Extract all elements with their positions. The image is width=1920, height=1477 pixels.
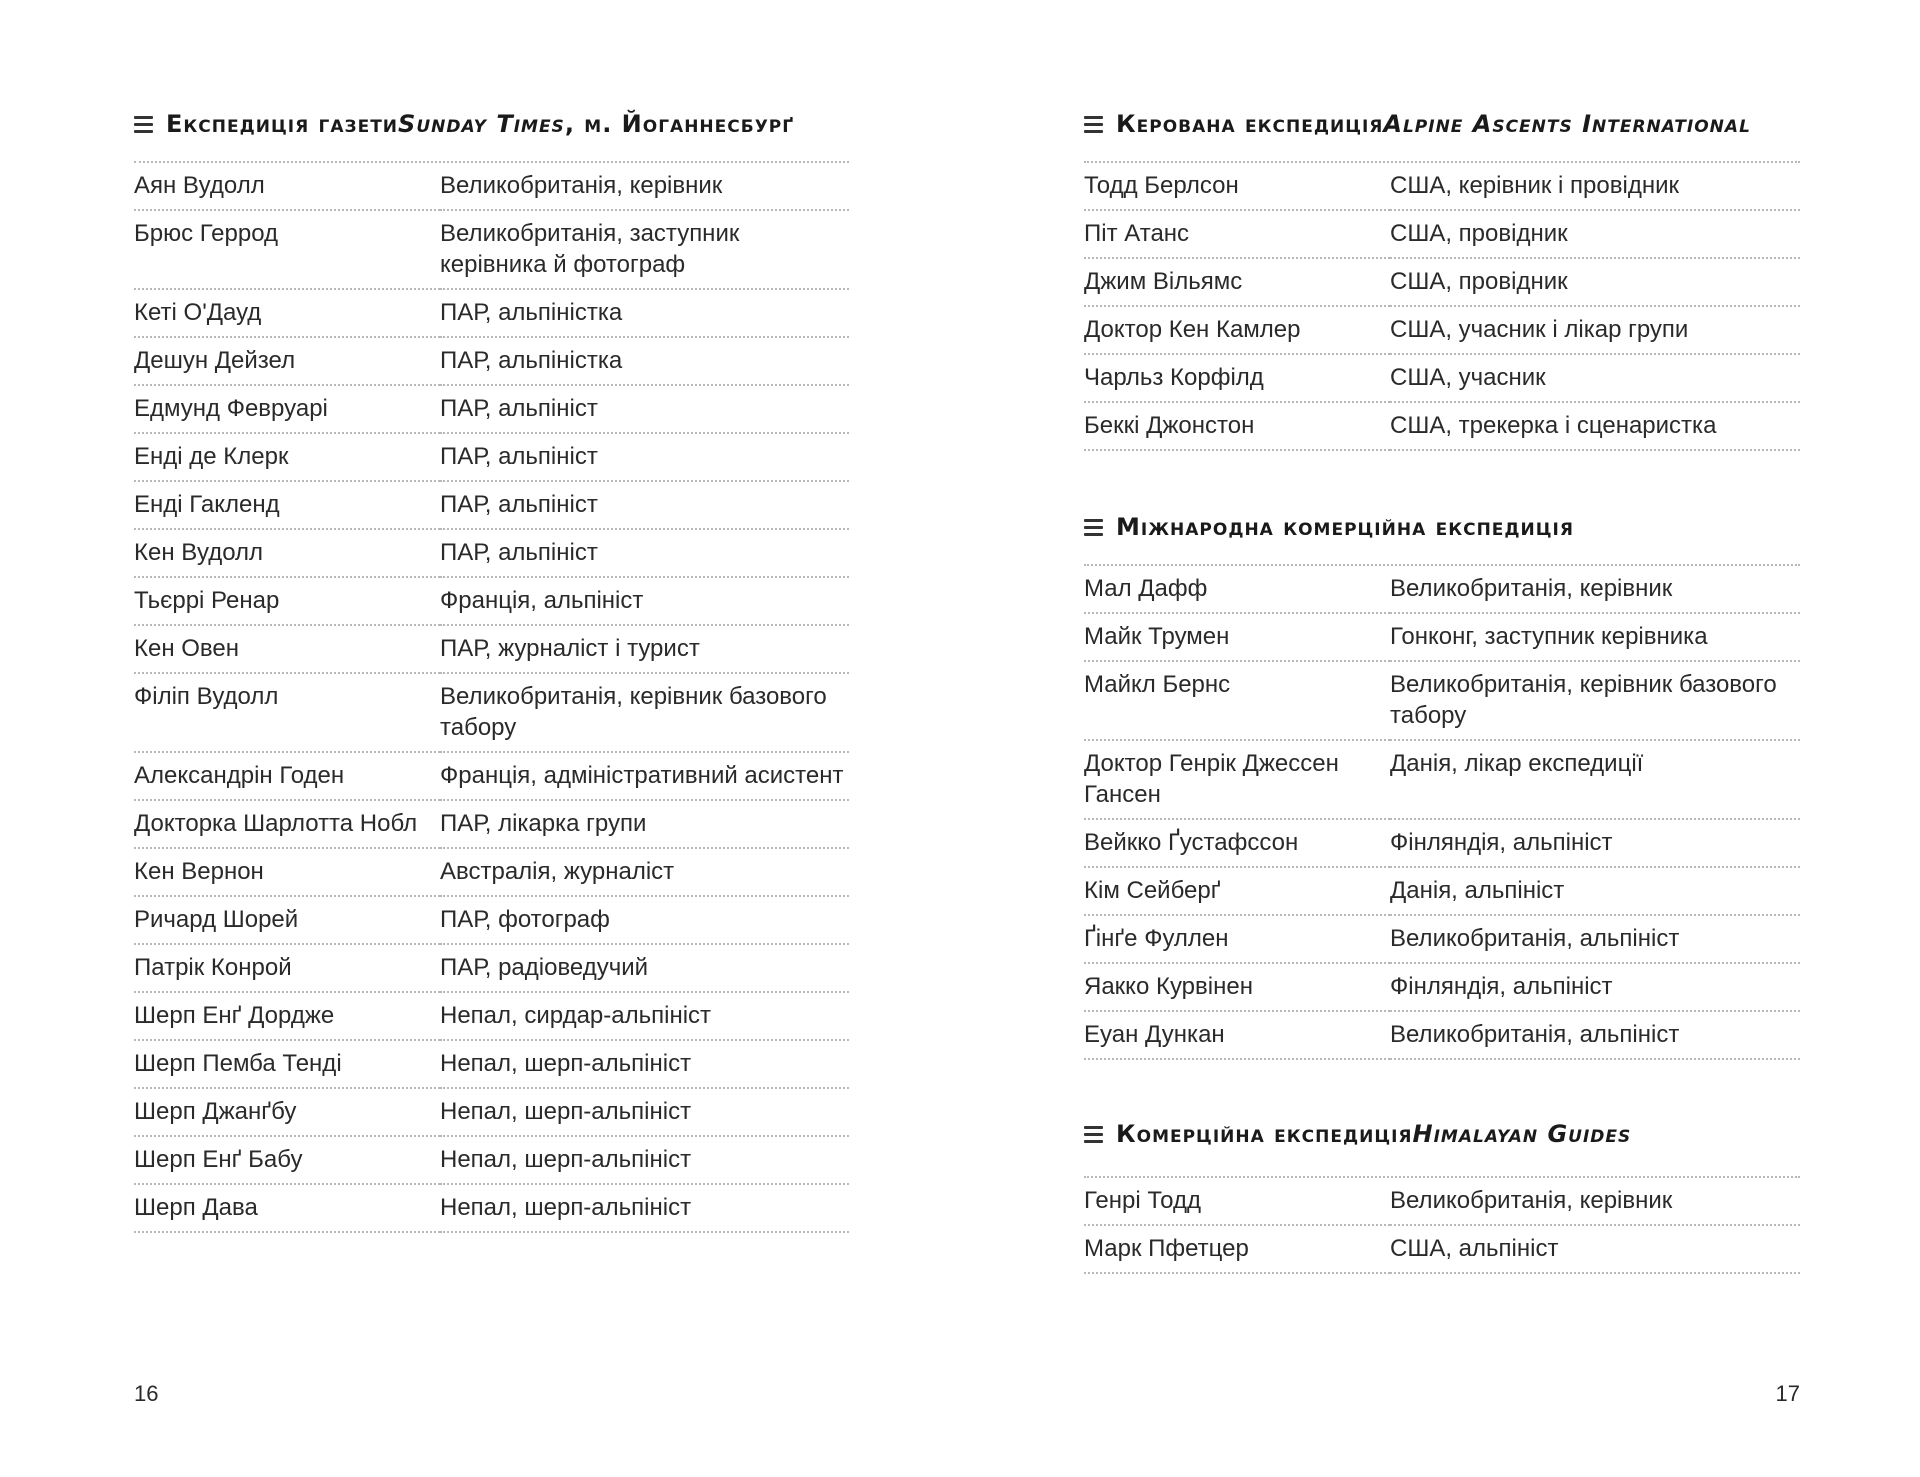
member-name: Александрін Годен bbox=[134, 752, 440, 800]
heading-prefix: Комерційна експедиція bbox=[1116, 1120, 1413, 1148]
member-name: Ґінґе Фуллен bbox=[1084, 915, 1390, 963]
heading-prefix: Експедиція газети bbox=[166, 110, 399, 138]
member-role: Фінляндія, альпініст bbox=[1390, 819, 1800, 867]
member-name: Майк Трумен bbox=[1084, 613, 1390, 661]
member-name: Джим Вільямс bbox=[1084, 258, 1390, 306]
member-row bbox=[134, 529, 849, 577]
member-row bbox=[134, 1136, 849, 1184]
member-name: Доктор Генрік Джессен Гансен bbox=[1084, 740, 1390, 819]
member-role: США, альпініст bbox=[1390, 1225, 1800, 1273]
member-name: Майкл Бернс bbox=[1084, 661, 1390, 740]
member-name: Еуан Дункан bbox=[1084, 1011, 1390, 1059]
member-role: Данія, лікар експедиції bbox=[1390, 740, 1800, 819]
member-row bbox=[1084, 819, 1800, 867]
member-role: Великобританія, альпініст bbox=[1390, 1011, 1800, 1059]
member-row bbox=[1084, 915, 1800, 963]
heading-prefix: Керована експедиція bbox=[1116, 110, 1384, 138]
member-role: ПАР, альпініст bbox=[440, 433, 849, 481]
heading-company: Himalayan Guides bbox=[1412, 1120, 1632, 1148]
member-role: ПАР, альпініст bbox=[440, 481, 849, 529]
member-name: Генрі Тодд bbox=[1084, 1178, 1390, 1225]
member-name: Тьєррі Ренар bbox=[134, 577, 440, 625]
member-role: Великобританія, керівник базового табору bbox=[440, 673, 849, 752]
member-role: Великобританія, керівник bbox=[440, 163, 849, 210]
member-name: Брюс Геррод bbox=[134, 210, 440, 289]
section-heading bbox=[1084, 510, 1800, 544]
member-role: США, провідник bbox=[1390, 210, 1800, 258]
member-row bbox=[134, 800, 849, 848]
member-role: США, керівник і провідник bbox=[1390, 163, 1800, 210]
member-table bbox=[1084, 566, 1800, 1060]
member-name: Чарльз Корфілд bbox=[1084, 354, 1390, 402]
member-role: Великобританія, керівник bbox=[1390, 566, 1800, 613]
member-name: Едмунд Февруарі bbox=[134, 385, 440, 433]
member-name: Шерп Дава bbox=[134, 1184, 440, 1232]
member-name: Яакко Курвінен bbox=[1084, 963, 1390, 1011]
member-name: Кен Овен bbox=[134, 625, 440, 673]
member-name: Марк Пфетцер bbox=[1084, 1225, 1390, 1273]
member-role: ПАР, альпініст bbox=[440, 529, 849, 577]
member-name: Мал Дафф bbox=[1084, 566, 1390, 613]
list-icon bbox=[1084, 1126, 1103, 1143]
member-row bbox=[134, 625, 849, 673]
member-row bbox=[134, 385, 849, 433]
member-role: ПАР, альпіністка bbox=[440, 289, 849, 337]
member-row bbox=[1084, 354, 1800, 402]
member-role: США, учасник bbox=[1390, 354, 1800, 402]
member-name: Шерп Енґ Дордже bbox=[134, 992, 440, 1040]
expedition-section-sunday-times bbox=[134, 107, 849, 1233]
member-row bbox=[1084, 306, 1800, 354]
member-role: США, трекерка і сценаристка bbox=[1390, 402, 1800, 450]
member-row bbox=[1084, 867, 1800, 915]
member-role: Непал, шерп-альпініст bbox=[440, 1184, 849, 1232]
member-row bbox=[134, 1040, 849, 1088]
member-role: Непал, шерп-альпініст bbox=[440, 1136, 849, 1184]
section-heading bbox=[1084, 107, 1800, 141]
member-name: Шерп Енґ Бабу bbox=[134, 1136, 440, 1184]
member-row bbox=[134, 481, 849, 529]
member-name: Енді Гакленд bbox=[134, 481, 440, 529]
member-row bbox=[134, 163, 849, 210]
member-row bbox=[134, 992, 849, 1040]
member-name: Вейкко Ґустафссон bbox=[1084, 819, 1390, 867]
member-row bbox=[134, 896, 849, 944]
expedition-section-himalayan-guides bbox=[1084, 1117, 1800, 1274]
member-role: Великобританія, керівник bbox=[1390, 1178, 1800, 1225]
member-row bbox=[1084, 566, 1800, 613]
member-row bbox=[1084, 1011, 1800, 1059]
member-name: Кен Вернон bbox=[134, 848, 440, 896]
member-role: Австралія, журналіст bbox=[440, 848, 849, 896]
page-number: 16 bbox=[134, 1381, 159, 1406]
member-role: США, учасник і лікар групи bbox=[1390, 306, 1800, 354]
member-role: ПАР, альпініст bbox=[440, 385, 849, 433]
member-row bbox=[1084, 963, 1800, 1011]
list-icon bbox=[1084, 519, 1103, 536]
heading-company: Alpine Ascents International bbox=[1383, 110, 1751, 138]
member-row bbox=[134, 289, 849, 337]
page-number: 17 bbox=[1775, 1381, 1800, 1406]
member-role: Непал, шерп-альпініст bbox=[440, 1088, 849, 1136]
member-role: Франція, адміністративний асистент bbox=[440, 752, 849, 800]
member-row bbox=[1084, 613, 1800, 661]
member-name: Шерп Джанґбу bbox=[134, 1088, 440, 1136]
expedition-section-alpine-ascents bbox=[1084, 107, 1800, 451]
member-name: Шерп Пемба Тенді bbox=[134, 1040, 440, 1088]
member-name: Беккі Джонстон bbox=[1084, 402, 1390, 450]
member-role: Франція, альпініст bbox=[440, 577, 849, 625]
member-row bbox=[134, 210, 849, 289]
member-role: ПАР, радіоведучий bbox=[440, 944, 849, 992]
member-role: ПАР, лікарка групи bbox=[440, 800, 849, 848]
member-name: Аян Вудолл bbox=[134, 163, 440, 210]
member-name: Філіп Вудолл bbox=[134, 673, 440, 752]
member-name: Кеті О'Дауд bbox=[134, 289, 440, 337]
list-icon bbox=[1084, 116, 1103, 133]
expedition-section-international-commercial bbox=[1084, 510, 1800, 1060]
member-role: Непал, сирдар-альпініст bbox=[440, 992, 849, 1040]
member-row bbox=[1084, 258, 1800, 306]
member-row bbox=[134, 1184, 849, 1232]
member-table bbox=[1084, 163, 1800, 451]
member-role: ПАР, альпіністка bbox=[440, 337, 849, 385]
member-row bbox=[134, 752, 849, 800]
member-name: Кім Сейберґ bbox=[1084, 867, 1390, 915]
member-row bbox=[134, 673, 849, 752]
member-name: Докторка Шарлотта Нобл bbox=[134, 800, 440, 848]
member-name: Доктор Кен Камлер bbox=[1084, 306, 1390, 354]
member-name: Тодд Берлсон bbox=[1084, 163, 1390, 210]
member-role: Великобританія, заступник керівника й фотограф bbox=[440, 210, 849, 289]
member-row bbox=[1084, 402, 1800, 450]
member-row bbox=[1084, 210, 1800, 258]
member-row bbox=[134, 848, 849, 896]
member-row bbox=[1084, 661, 1800, 740]
section-heading bbox=[1084, 1117, 1800, 1151]
member-row bbox=[134, 577, 849, 625]
list-icon bbox=[134, 116, 153, 133]
member-name: Енді де Клерк bbox=[134, 433, 440, 481]
member-role: Великобританія, альпініст bbox=[1390, 915, 1800, 963]
member-name: Ричард Шорей bbox=[134, 896, 440, 944]
member-row bbox=[134, 337, 849, 385]
heading-prefix: Міжнародна комерційна експедиція bbox=[1116, 513, 1574, 541]
section-heading bbox=[134, 107, 849, 141]
member-role: Гонконг, заступник керівника bbox=[1390, 613, 1800, 661]
member-row bbox=[1084, 1178, 1800, 1225]
member-role: США, провідник bbox=[1390, 258, 1800, 306]
member-name: Піт Атанс bbox=[1084, 210, 1390, 258]
member-role: Данія, альпініст bbox=[1390, 867, 1800, 915]
member-name: Дешун Дейзел bbox=[134, 337, 440, 385]
member-row bbox=[134, 1088, 849, 1136]
member-row bbox=[1084, 740, 1800, 819]
member-table bbox=[1084, 1178, 1800, 1274]
member-table bbox=[134, 163, 849, 1233]
heading-publication: Sunday Times bbox=[398, 110, 565, 138]
member-role: ПАР, фотограф bbox=[440, 896, 849, 944]
heading-suffix: , м. Йоганнесбурґ bbox=[564, 110, 795, 138]
member-role: Фінляндія, альпініст bbox=[1390, 963, 1800, 1011]
member-row bbox=[1084, 1225, 1800, 1273]
member-row bbox=[134, 433, 849, 481]
member-name: Кен Вудолл bbox=[134, 529, 440, 577]
member-row bbox=[134, 944, 849, 992]
member-name: Патрік Конрой bbox=[134, 944, 440, 992]
member-role: ПАР, журналіст і турист bbox=[440, 625, 849, 673]
member-role: Непал, шерп-альпініст bbox=[440, 1040, 849, 1088]
member-role: Великобританія, керівник базового табору bbox=[1390, 661, 1800, 740]
member-row bbox=[1084, 163, 1800, 210]
